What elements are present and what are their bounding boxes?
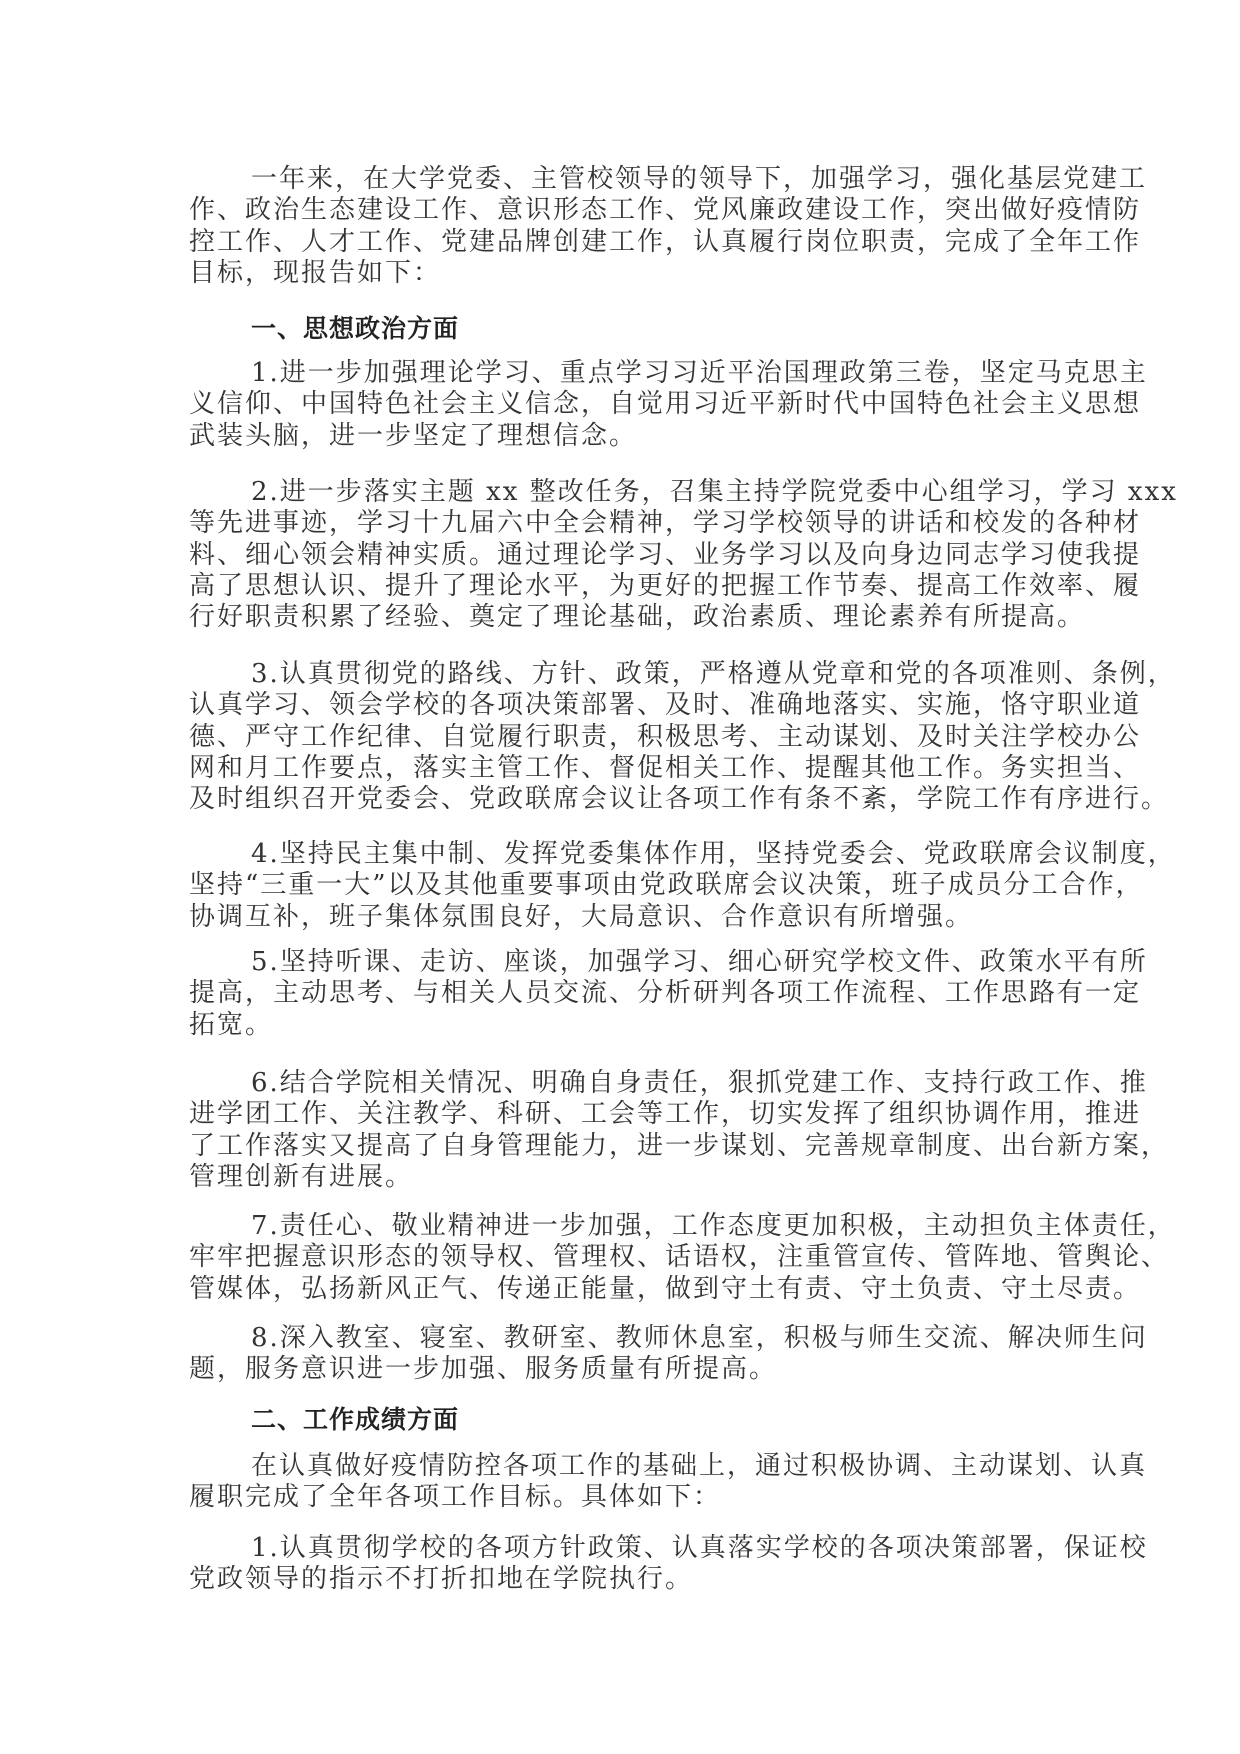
text-line: 1.进一步加强理论学习、重点学习习近平治国理政第三卷，坚定马克思主 [251, 358, 1148, 388]
text-line: 拓宽。 [189, 1009, 274, 1040]
text-line: 7.责任心、敬业精神进一步加强，工作态度更加积极，主动担负主体责任， [251, 1211, 1176, 1241]
paragraph-1-1 [189, 358, 1148, 452]
text-line: 控工作、人才工作、党建品牌创建工作，认真履行岗位职责，完成了全年工作 [189, 226, 1142, 257]
text-line: 5.坚持听课、走访、座谈，加强学习、细心研究学校文件、政策水平有所 [251, 947, 1148, 977]
paragraph-1-8 [189, 1323, 1148, 1386]
text-line: 提高，主动思考、与相关人员交流、分析研判各项工作流程、工作思路有一定 [189, 978, 1142, 1009]
text-line: 题，服务意识进一步加强、服务质量有所提高。 [189, 1354, 778, 1385]
paragraph-1-6 [189, 1068, 1170, 1193]
paragraph-2-1 [189, 1533, 1148, 1596]
text-line: 牢牢把握意识形态的领导权、管理权、话语权，注重管宣传、管阵地、管舆论、 [189, 1242, 1170, 1273]
text-line: 武装头脑，进一步坚定了理想信念。 [189, 420, 638, 451]
text-line: 6.结合学院相关情况、明确自身责任，狠抓党建工作、支持行政工作、推 [251, 1068, 1148, 1098]
text-line: 管媒体，弘扬新风正气、传递正能量，做到守土有责、守土负责、守土尽责。 [189, 1273, 1142, 1304]
paragraph-1-4 [189, 839, 1176, 933]
text-line: 履职完成了全年各项工作目标。具体如下： [189, 1482, 722, 1513]
text-line: 了工作落实又提高了自身管理能力，进一步谋划、完善规章制度、出台新方案， [189, 1130, 1170, 1161]
paragraph-1-2 [189, 477, 1178, 633]
text-line: 4.坚持民主集中制、发挥党委集体作用，坚持党委会、党政联席会议制度， [251, 839, 1176, 869]
text-line: 料、细心领会精神实质。通过理论学习、业务学习以及向身边同志学习使我提 [189, 539, 1142, 570]
text-line: 坚持“三重一大”以及其他重要事项由党政联席会议决策，班子成员分工合作， [189, 870, 1144, 901]
section-heading-2: 二、工作成绩方面 [251, 1405, 460, 1434]
paragraph-2-intro [189, 1451, 1148, 1514]
text-line: 德、严守工作纪律、自觉履行职责，积极思考、主动谋划、及时关注学校办公 [189, 721, 1142, 752]
text-line: 2.进一步落实主题 xx 整改任务，召集主持学院党委中心组学习，学习 xxx [251, 477, 1178, 507]
text-line: 协调互补，班子集体氛围良好，大局意识、合作意识有所增强。 [189, 901, 974, 932]
text-line: 等先进事迹，学习十九届六中全会精神，学习学校领导的讲话和校发的各种材 [189, 508, 1142, 539]
text-line: 党政领导的指示不打折扣地在学院执行。 [189, 1564, 694, 1595]
text-line: 一年来，在大学党委、主管校领导的领导下，加强学习，强化基层党建工 [251, 164, 1148, 194]
text-line: 高了思想认识、提升了理论水平，为更好的把握工作节奏、提高工作效率、履 [189, 570, 1142, 601]
text-line: 义信仰、中国特色社会主义信念，自觉用习近平新时代中国特色社会主义思想 [189, 389, 1142, 420]
section-heading-1: 一、思想政治方面 [251, 314, 460, 343]
text-line: 作、政治生态建设工作、意识形态工作、党风廉政建设工作，突出做好疫情防 [189, 195, 1142, 226]
text-line: 8.深入教室、寝室、教研室、教师休息室，积极与师生交流、解决师生问 [251, 1323, 1148, 1353]
text-line: 管理创新有进展。 [189, 1161, 414, 1192]
intro-paragraph [189, 164, 1148, 289]
paragraph-1-3 [189, 659, 1176, 815]
text-line: 在认真做好疫情防控各项工作的基础上，通过积极协调、主动谋划、认真 [251, 1451, 1148, 1481]
text-line: 进学团工作、关注教学、科研、工会等工作，切实发挥了组织协调作用，推进 [189, 1099, 1142, 1130]
text-line: 及时组织召开党委会、党政联席会议让各项工作有条不紊，学院工作有序进行。 [189, 784, 1170, 815]
text-line: 认真学习、领会学校的各项决策部署、及时、准确地落实、实施，恪守职业道 [189, 690, 1142, 721]
paragraph-1-5 [189, 947, 1148, 1041]
text-line: 网和月工作要点，落实主管工作、督促相关工作、提醒其他工作。务实担当、 [189, 752, 1142, 783]
text-line: 目标，现报告如下： [189, 257, 442, 288]
text-line: 1.认真贯彻学校的各项方针政策、认真落实学校的各项决策部署，保证校 [251, 1533, 1148, 1563]
text-line: 行好职责积累了经验、奠定了理论基础，政治素质、理论素养有所提高。 [189, 602, 1086, 633]
paragraph-1-7 [189, 1211, 1176, 1305]
text-line: 3.认真贯彻党的路线、方针、政策，严格遵从党章和党的各项准则、条例， [251, 659, 1176, 689]
